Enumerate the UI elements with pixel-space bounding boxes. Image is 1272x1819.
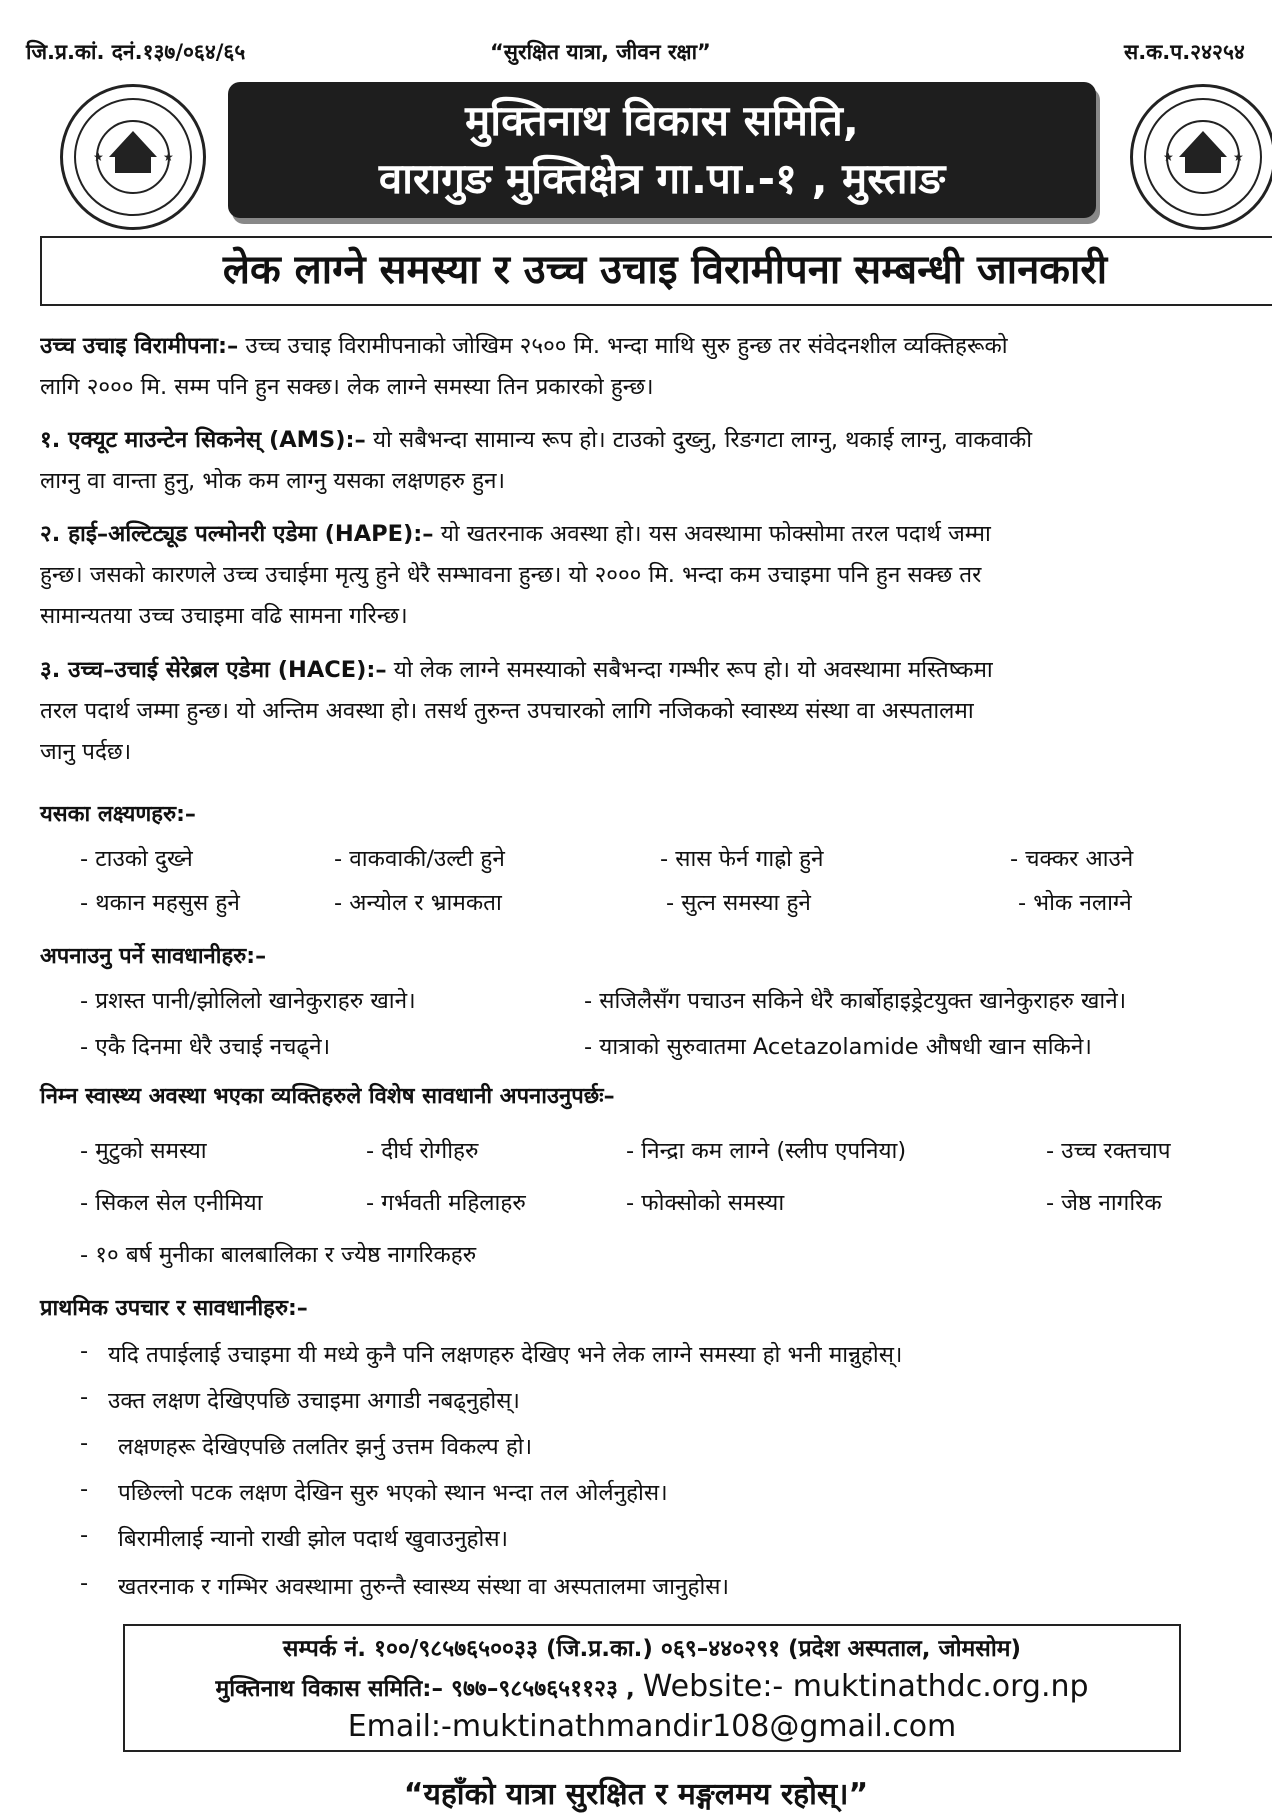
list-item: - १० बर्ष मुनीका बालबालिका र ज्येष्ठ नागरिकहरु bbox=[80, 1242, 477, 1268]
list-item: खतरनाक र गम्भिर अवस्थामा तुरुन्तै स्वास्थ्य संस्था वा अस्पतालमा जानुहोस। bbox=[118, 1574, 730, 1600]
list-item: - भोक नलाग्ने bbox=[1018, 890, 1132, 916]
list-item: - टाउको दुख्ने bbox=[80, 846, 193, 872]
list-item: - थकान महसुस हुने bbox=[80, 890, 240, 916]
list-dash: - bbox=[80, 1476, 89, 1502]
svg-text:★: ★ bbox=[93, 150, 104, 164]
list-item: पछिल्लो पटक लक्षण देखिन सुरु भएको स्थान भन्दा तल ओर्लनुहोस। bbox=[118, 1480, 668, 1506]
list-item: - वाकवाकी/उल्टी हुने bbox=[334, 846, 505, 872]
list-item: - एकै दिनमा धेरै उचाई नचढ्ने। bbox=[80, 1034, 331, 1060]
list-dash: - bbox=[80, 1522, 89, 1548]
list-item: - सजिलैसँग पचाउन सकिने धेरै कार्बोहाइड्रेटयुक्त खानेकुराहरु खाने। bbox=[584, 988, 1127, 1014]
svg-text:★: ★ bbox=[163, 150, 174, 164]
list-item: यदि तपाईलाई उचाइमा यी मध्ये कुनै पनि लक्षणहरु देखिए भने लेक लाग्ने समस्या हो भनी मान्नुहोस्। bbox=[108, 1342, 903, 1368]
org-contact-label: मुक्तिनाथ विकास समिति:– bbox=[215, 1676, 443, 1702]
list-item: - उच्च रक्तचाप bbox=[1046, 1138, 1171, 1164]
list-item: - सिकल सेल एनीमिया bbox=[80, 1190, 263, 1216]
list-item: - निन्द्रा कम लाग्ने (स्लीप एपनिया) bbox=[626, 1138, 907, 1164]
hace-paragraph: ३. उच्च–उचाई सेरेब्रल एडेमा (HACE):– यो लेक लाग्ने समस्याको सबैभन्दा गम्भीर रूप हो। यो अवस्थामा मस्तिष्कमा तरल पदार्थ जम्मा हुन्छ। यो अन्तिम अवस्था हो। तसर्थ तुरुन्त उपचारको लागि नजिकको स्वास्थ्य संस्था वा अस्पतालमा जानु पर्दछ। bbox=[40, 657, 993, 765]
list-item: बिरामीलाई न्यानो राखी झोल पदार्थ खुवाउनुहोस। bbox=[118, 1526, 509, 1552]
intro-paragraph: उच्च उचाइ विरामीपना:– उच्च उचाइ विरामीपनाको जोखिम २५०० मि. भन्दा माथि सुरु हुन्छ तर संवेदनशील व्यक्तिहरूको लागि २००० मि. सम्म पनि हुन सक्छ। लेक लाग्ने समस्या तिन प्रकारको हुन्छ। bbox=[40, 333, 1008, 400]
intro-label: उच्च उचाइ विरामीपना:– bbox=[40, 333, 239, 359]
list-item: - गर्भवती महिलाहरु bbox=[366, 1190, 526, 1216]
list-item: उक्त लक्षण देखिएपछि उचाइमा अगाडी नबढ्नुहोस्। bbox=[108, 1388, 520, 1414]
seal-left-icon bbox=[60, 84, 206, 230]
list-item: - चक्कर आउने bbox=[1010, 846, 1134, 872]
org-contact-phone: ९७७–९८५७६५११२३ , bbox=[442, 1676, 643, 1702]
org-banner bbox=[228, 82, 1096, 218]
contact-phones: सम्पर्क नं. १००/९८५७६५००३३ (जि.प्र.का.) ०६९–४४०२९१ (प्रदेश अस्पताल, जोमसोम) bbox=[282, 1636, 1022, 1662]
org-address: वारागुङ मुक्तिक्षेत्र गा.पा.-१ , मुस्ताङ bbox=[378, 154, 946, 203]
special-heading: निम्न स्वास्थ्य अवस्था भएका व्यक्तिहरुले विशेष सावधानी अपनाउनुपर्छः– bbox=[40, 1084, 615, 1109]
page-title: लेक लाग्ने समस्या र उच्च उचाइ विरामीपना सम्बन्धी जानकारी bbox=[40, 236, 1272, 306]
website-link[interactable]: Website:- muktinathdc.org.np bbox=[642, 1669, 1089, 1704]
list-item: - मुटुको समस्या bbox=[80, 1138, 207, 1164]
hape-paragraph: २. हाई–अल्टिट्यूड पल्मोनरी एडेमा (HAPE):– यो खतरनाक अवस्था हो। यस अवस्थामा फोक्सोमा तरल पदार्थ जम्मा हुन्छ। जसको कारणले उच्च उचाईमा मृत्यु हुने धेरै सम्भावना हुन्छ। यो २००० मि. भन्दा कम उचाइमा पनि हुन सक्छ तर सामान्यतया उच्च उचाइमा वढि सामना गरिन्छ। bbox=[40, 521, 991, 629]
symptoms-heading: यसका लक्ष्यणहरु:– bbox=[40, 802, 196, 827]
seal-right-icon bbox=[1130, 84, 1272, 230]
svg-text:★: ★ bbox=[1163, 150, 1174, 164]
list-item: - यात्राको सुरुवातमा Acetazolamide औषधी खान सकिने। bbox=[584, 1034, 1092, 1060]
firstaid-heading: प्राथमिक उपचार र सावधानीहरु:– bbox=[40, 1296, 308, 1321]
list-item: लक्षणहरू देखिएपछि तलतिर झर्नु उत्तम विकल्प हो। bbox=[118, 1434, 533, 1460]
email-link[interactable]: Email:-muktinathmandir108@gmail.com bbox=[347, 1709, 957, 1744]
list-item: - अन्योल र भ्रामकता bbox=[334, 890, 502, 916]
precautions-heading: अपनाउनु पर्ने सावधानीहरु:– bbox=[40, 944, 267, 969]
tax-number: स.क.प.२४२५४ bbox=[1124, 40, 1245, 64]
slogan: “सुरक्षित यात्रा, जीवन रक्षा” bbox=[490, 40, 711, 64]
list-item: - फोक्सोको समस्या bbox=[626, 1190, 785, 1216]
list-item: - सुत्न समस्या हुने bbox=[666, 890, 811, 916]
contact-box bbox=[123, 1624, 1181, 1752]
svg-text:★: ★ bbox=[1233, 150, 1244, 164]
org-name: मुक्तिनाथ विकास समिति, bbox=[465, 96, 859, 145]
ams-paragraph: १. एक्यूट माउन्टेन सिकनेस् (AMS):– यो सबैभन्दा सामान्य रूप हो। टाउको दुख्नु, रिङगटा लाग्नु, थकाई लाग्नु, वाकवाकी लाग्नु वा वान्ता हुनु, भोक कम लाग्नु यसका लक्षणहरु हुन। bbox=[40, 427, 1033, 494]
list-dash: - bbox=[80, 1338, 89, 1364]
list-item: - प्रशस्त पानी/झोलिलो खानेकुराहरु खाने। bbox=[80, 988, 416, 1014]
registration-number: जि.प्र.कां. दनं.१३७/०६४/६५ bbox=[26, 40, 246, 64]
list-item: - जेष्ठ नागरिक bbox=[1046, 1190, 1162, 1216]
list-item: - सास फेर्न गाह्रो हुने bbox=[660, 846, 824, 872]
list-item: - दीर्घ रोगीहरु bbox=[366, 1138, 479, 1164]
list-dash: - bbox=[80, 1570, 89, 1596]
list-dash: - bbox=[80, 1384, 89, 1410]
footer-wish: “यहाँको यात्रा सुरक्षित र मङ्गलमय रहोस्।” bbox=[403, 1777, 869, 1812]
list-dash: - bbox=[80, 1430, 89, 1456]
